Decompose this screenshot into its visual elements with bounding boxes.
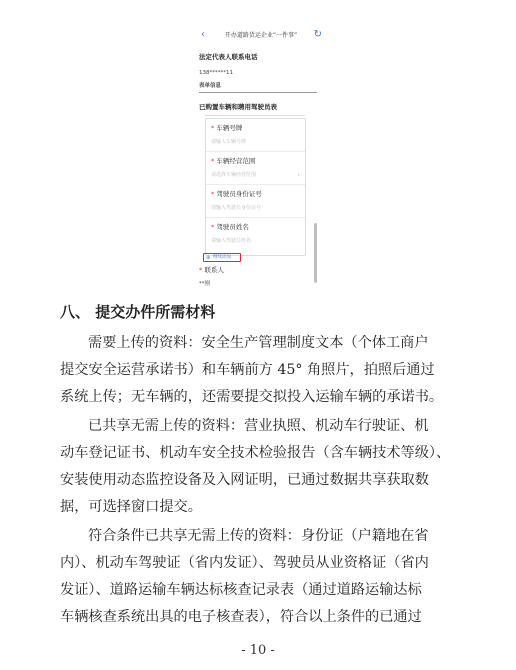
legal-rep-phone-value: 138******11 bbox=[199, 70, 233, 76]
paragraph-line: 内）、机动车驾驶证（省内发证）、驾驶员从业资格证（省内 bbox=[60, 555, 429, 571]
refresh-icon[interactable]: ↻ bbox=[313, 29, 322, 40]
paragraph-line: 据，可选择窗口提交。 bbox=[60, 499, 202, 515]
paragraph-line: 提交安全运营承诺书）和车辆前方 45° 角照片，拍照后通过 bbox=[60, 362, 435, 378]
page-number: - 10 - bbox=[241, 643, 275, 658]
field-label-driver-name: * 驾驶员姓名 bbox=[211, 223, 249, 231]
add-more-label: 继续添加 bbox=[213, 255, 231, 260]
add-more-button[interactable] bbox=[203, 253, 241, 262]
divider bbox=[199, 92, 317, 93]
mobile-header bbox=[193, 29, 328, 43]
section-title: 已购置车辆和聘用驾驶员表 bbox=[199, 103, 277, 111]
divider bbox=[206, 217, 305, 218]
plus-circle-icon: ⊕ bbox=[206, 255, 211, 261]
vehicle-driver-card bbox=[205, 118, 306, 256]
form-info-label: 表单信息 bbox=[199, 83, 222, 89]
paragraph-line: 车辆核查系统出具的电子核查表），符合以上条件的已通过 bbox=[60, 609, 422, 625]
field-label-driver-id: * 驾驶员身份证号 bbox=[211, 190, 262, 198]
contact-label: * 联系人 bbox=[199, 266, 224, 274]
legal-rep-phone-label: 法定代表人联系电话 bbox=[199, 53, 258, 61]
paragraph-line: 安装使用动态监控设备及入网证明，已通过数据共享获取数 bbox=[60, 472, 429, 488]
chevron-left-icon[interactable]: ‹ bbox=[201, 29, 205, 40]
divider bbox=[206, 151, 305, 152]
divider bbox=[206, 184, 305, 185]
driver-id-input[interactable]: 请输入驾驶员身份证号 bbox=[211, 205, 262, 211]
mobile-title: 开办道路货运企业“一件事” bbox=[224, 32, 298, 39]
driver-name-input[interactable]: 请输入驾驶员姓名 bbox=[211, 238, 252, 244]
paragraph-line: 已共享无需上传的资料：营业执照、机动车行驶证、机 bbox=[88, 418, 429, 434]
paragraph-line: 符合条件已共享无需上传的资料：身份证（户籍地在省 bbox=[88, 528, 429, 544]
scope-select[interactable]: 请选择车辆经营范围 bbox=[211, 172, 257, 178]
contact-value: **刚 bbox=[199, 281, 211, 287]
paragraph-line: 发证）、道路运输车辆达标核查记录表（通过道路运输达标 bbox=[60, 582, 422, 598]
plate-input[interactable]: 请输入车辆号牌 bbox=[211, 139, 247, 145]
field-label-plate: * 车辆号牌 bbox=[211, 124, 243, 132]
divider bbox=[205, 115, 305, 116]
mobile-form-screenshot bbox=[193, 25, 328, 293]
paragraph-line: 系统上传；无车辆的，还需要提交拟投入运输车辆的承诺书。 bbox=[60, 389, 444, 405]
chevron-right-icon[interactable]: › bbox=[297, 171, 300, 179]
paragraph-line: 动车登记证书、机动车安全技术检验报告（含车辆技术等级）、 bbox=[60, 445, 451, 461]
paragraph-line: 需要上传的资料：安全生产管理制度文本（个体工商户 bbox=[88, 335, 429, 351]
field-label-scope: * 车辆经营范围 bbox=[211, 157, 256, 165]
scrollbar[interactable] bbox=[314, 223, 317, 283]
section-heading: 八、 提交办件所需材料 bbox=[60, 303, 216, 321]
